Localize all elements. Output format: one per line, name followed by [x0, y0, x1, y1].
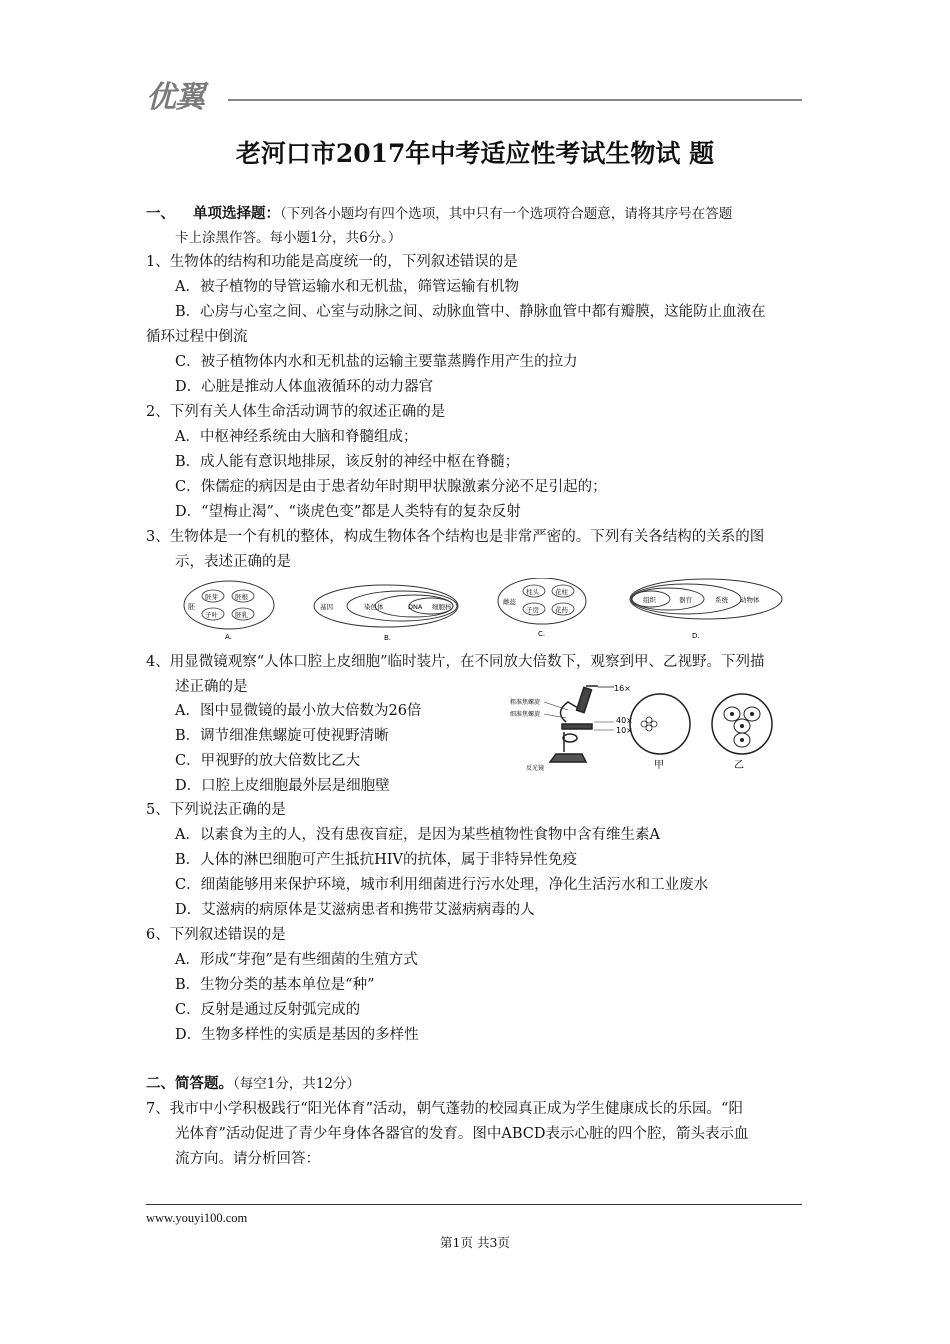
figC-item-1: 柱头 — [526, 588, 539, 596]
q1-option-a: A．被子植物的导管运输水和无机盐，筛管运输有机物 — [175, 279, 519, 295]
figB-label-1: 基因 — [320, 603, 333, 611]
figA-outer-label: 胚 — [188, 603, 195, 611]
q1-stem: 1、生物体的结构和功能是高度统一的，下列叙述错误的是 — [146, 254, 518, 270]
q3-figure-b — [314, 585, 458, 642]
section1-label: 单项选择题： — [193, 205, 280, 222]
q3-figure-d — [630, 579, 782, 640]
figD-label-2: 器官 — [679, 596, 692, 604]
q4-option-c: C．甲视野的放大倍数比乙大 — [175, 753, 361, 769]
section1-number: 一、 — [146, 205, 175, 222]
q2-option-c: C．侏儒症的病因是由于患者幼年时期甲状腺激素分泌不足引起的； — [175, 479, 607, 495]
footer-url: www.youyi100.com — [146, 1211, 248, 1225]
q2-option-b: B．成人能有意识地排尿，该反射的神经中枢在脊髓； — [175, 454, 520, 470]
q6-stem: 6、下列叙述错误的是 — [146, 927, 286, 943]
q2-stem: 2、下列有关人体生命活动调节的叙述正确的是 — [146, 404, 446, 420]
figC-item-3: 子房 — [526, 606, 539, 614]
q6-option-a: A．形成“芽孢”是有些细菌的生殖方式 — [175, 952, 418, 968]
figB-label-2: 染色体 — [364, 603, 384, 611]
section2-heading — [146, 1074, 360, 1094]
view-yi — [712, 694, 772, 754]
figB-label-4: 细胞核 — [432, 603, 452, 611]
figD-label-1: 组织 — [643, 596, 656, 604]
q7-line-1: 7、我市中小学积极践行“阳光体育”活动，朝气蓬勃的校园真正成为学生健康成长的乐园。“阳 — [146, 1101, 743, 1117]
q3-stem-cont: 示，表述正确的是 — [175, 554, 291, 570]
q4-option-b: B．调节细准焦螺旋可使视野清晰 — [175, 728, 389, 744]
footer-rule — [146, 1204, 802, 1205]
figC-outer-label: 雌蕊 — [503, 598, 516, 606]
figC-label: C. — [538, 630, 546, 638]
q3-figure-a — [184, 581, 274, 641]
logo: 优翼 — [146, 80, 204, 115]
figD-label-4: 动物体 — [740, 596, 760, 604]
q5-option-b: B．人体的淋巴细胞可产生抵抗HIV的抗体，属于非特异性免疫 — [175, 852, 577, 868]
figD-label-3: 系统 — [715, 596, 728, 604]
q2-option-d: D．“望梅止渴”、“谈虎色变”都是人类特有的复杂反射 — [175, 504, 521, 520]
q5-option-d: D．艾滋病的病原体是艾滋病患者和携带艾滋病病毒的人 — [175, 902, 535, 918]
q4-figure — [506, 682, 781, 774]
q5-stem: 5、下列说法正确的是 — [146, 802, 286, 818]
q1-option-d: D．心脏是推动人体血液循环的动力器官 — [175, 379, 434, 395]
page-title: 老河口市2017年中考适应性考试生物试 题 — [235, 139, 715, 168]
q1-option-b-cont: 循环过程中倒流 — [146, 329, 248, 345]
q4-stem: 4、用显微镜观察“人体口腔上皮细胞”临时装片，在不同放大倍数下，观察到甲、乙视野。下列描 — [146, 654, 765, 670]
figB-label-3: DNA — [408, 603, 423, 611]
figA-item-3: 子叶 — [205, 611, 218, 619]
q3-stem: 3、生物体是一个有机的整体，构成生物体各个结构也是非常严密的。下列有关各结构的关系的图 — [146, 529, 765, 545]
mirror-label: 反光镜 — [526, 765, 545, 772]
figA-item-4: 胚乳 — [235, 611, 248, 619]
view-yi-label: 乙 — [734, 760, 744, 771]
eyepiece-label: 16× — [614, 684, 631, 693]
q5-option-a: A．以素食为主的人，没有患夜盲症，是因为某些植物性食物中含有维生素A — [175, 827, 660, 843]
q1-option-b: B．心房与心室之间、心室与动脉之间、动脉血管中、静脉血管中都有瓣膜，这能防止血液在 — [175, 304, 766, 320]
view-jia — [630, 694, 690, 754]
figA-item-1: 胚芽 — [205, 593, 218, 601]
q4-stem-cont: 述正确的是 — [175, 679, 248, 695]
objective-40x-label: 40× — [616, 716, 633, 725]
q1-option-c: C．被子植物体内水和无机盐的运输主要靠蒸腾作用产生的拉力 — [175, 354, 578, 370]
q3-figure-c — [498, 578, 586, 638]
fine-focus-label: 细准焦螺旋 — [510, 711, 541, 718]
coarse-focus-label: 粗准焦螺旋 — [510, 699, 541, 706]
q5-option-c: C．细菌能够用来保护环境，城市利用细菌进行污水处理，净化生活污水和工业废水 — [175, 877, 709, 893]
section1-note: （下列各小题均有四个选项，其中只有一个选项符合题意，请将其序号在答题 — [280, 206, 733, 222]
objective-10x-label: 10× — [616, 726, 633, 735]
q2-option-a: A．中枢神经系统由大脑和脊髓组成； — [175, 429, 418, 445]
q6-option-c: C．反射是通过反射弧完成的 — [175, 1002, 361, 1018]
figB-label: B. — [384, 634, 392, 642]
section1-heading — [146, 204, 732, 224]
q7-line-3: 流方向。请分析回答： — [175, 1151, 320, 1167]
figC-item-4: 花药 — [555, 606, 568, 614]
q4-option-a: A．图中显微镜的最小放大倍数为26倍 — [175, 703, 422, 719]
view-jia-label: 甲 — [654, 760, 664, 771]
q6-option-b: B．生物分类的基本单位是“种” — [175, 977, 375, 993]
microscope-icon — [550, 686, 598, 762]
footer-page-number: 第1页 共3页 — [440, 1235, 510, 1250]
section1-note-line2: 卡上涂黑作答。每小题1分，共6分。） — [175, 230, 402, 246]
section2-note: （每空1分，共12分） — [233, 1076, 361, 1092]
figC-item-2: 花柱 — [555, 588, 568, 596]
header-rule — [228, 99, 802, 101]
q4-option-d: D．口腔上皮细胞最外层是细胞壁 — [175, 778, 390, 794]
q7-line-2: 光体育”活动促进了青少年身体各器官的发育。图中ABCD表示心脏的四个腔，箭头表示血 — [175, 1126, 749, 1142]
figA-item-2: 胚根 — [235, 593, 248, 601]
figA-label: A. — [225, 633, 232, 641]
q3-figure — [176, 578, 786, 646]
section2-label: 二、简答题。 — [146, 1075, 233, 1092]
figD-label: D. — [692, 632, 700, 640]
q6-option-d: D．生物多样性的实质是基因的多样性 — [175, 1027, 419, 1043]
